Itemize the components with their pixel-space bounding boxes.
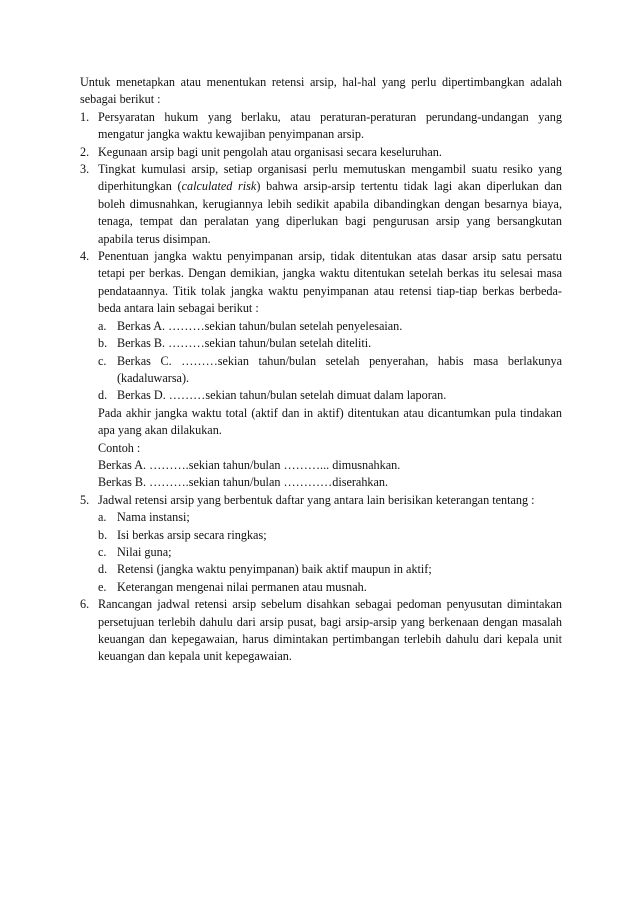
sub-list-item	[98, 579, 562, 596]
item-text: Kegunaan arsip bagi unit pengolah atau organisasi secara keseluruhan.	[98, 144, 442, 159]
sub-item-letter: c.	[98, 544, 107, 559]
item-text: Jadwal retensi arsip yang berbentuk daftar yang antara lain berisikan keterangan tentang :	[98, 492, 535, 507]
document-page	[80, 74, 562, 666]
item-text-start: Tingkat kumulasi arsip, setiap organisasi perlu memutuskan mengambil suatu resiko yang diperhitungkan (	[98, 162, 562, 194]
sub-item-letter: e.	[98, 579, 107, 594]
sub-list-item	[98, 353, 562, 388]
example-label: Contoh :	[98, 440, 141, 455]
sub-item-text: Berkas C. ………sekian tahun/bulan setelah penyerahan, habis masa berlakunya (kadaluwarsa).	[117, 353, 562, 385]
criteria-list	[80, 109, 562, 666]
item-number: 6.	[80, 597, 90, 612]
list-item	[80, 144, 562, 161]
item-note: Pada akhir jangka waktu total (aktif dan in aktif) ditentukan atau dicantumkan pula tindakan apa yang akan dilakukan.	[98, 405, 562, 438]
item-text: Persyaratan hukum yang berlaku, atau peraturan-peraturan perundang-undangan yang mengatur jangka waktu kewajiban penyimpanan arsip.	[98, 109, 562, 142]
sub-list	[98, 318, 562, 405]
sub-list-item	[98, 387, 562, 404]
sub-item-text: Isi berkas arsip secara ringkas;	[117, 527, 267, 542]
sub-item-letter: d.	[98, 388, 108, 403]
sub-item-text: Berkas B. ………sekian tahun/bulan setelah diteliti.	[117, 336, 372, 351]
list-item	[80, 109, 562, 144]
list-item	[80, 492, 562, 596]
sub-item-letter: b.	[98, 336, 108, 351]
item-text: Rancangan jadwal retensi arsip sebelum disahkan sebagai pedoman penyusutan dimintakan persetujuan terlebih dahulu dari arsip pusat, bagi arsip-arsip yang berkenaan dengan masalah keuangan dan kepegawaian, harus dimintakan pertimbangan terlebih dahulu dari kepala unit keuangan dan kepala unit kepegawaian.	[98, 597, 562, 664]
example-line: Berkas B. ……….sekian tahun/bulan …………diserahkan.	[98, 475, 389, 490]
sub-list-item	[98, 335, 562, 352]
sub-item-letter: d.	[98, 562, 108, 577]
sub-item-letter: b.	[98, 527, 108, 542]
item-number: 5.	[80, 492, 90, 507]
sub-item-text: Retensi (jangka waktu penyimpanan) baik aktif maupun in aktif;	[117, 562, 432, 577]
sub-list-item	[98, 561, 562, 578]
item-text-italic: calculated risk	[181, 179, 257, 194]
sub-item-text: Nilai guna;	[117, 544, 172, 559]
sub-list-item	[98, 318, 562, 335]
example-line: Berkas A. ……….sekian tahun/bulan ………... dimusnahkan.	[98, 457, 401, 472]
item-text-end: ) bahwa arsip-arsip tertentu tidak lagi akan diperlukan dan boleh dimusnahkan, kerugiannya lebih sedikit apabila dibandingkan dengan besarnya biaya, tenaga, tempat dan peralatan yang diperlukan bagi pengurusan arsip yang bersangkutan apabila terus disimpan.	[98, 179, 562, 246]
sub-list	[98, 509, 562, 596]
sub-list-item	[98, 527, 562, 544]
list-item	[80, 161, 562, 248]
sub-list-item	[98, 544, 562, 561]
list-item	[80, 596, 562, 666]
list-item	[80, 248, 562, 492]
sub-item-text: Berkas D. ………sekian tahun/bulan setelah dimuat dalam laporan.	[117, 388, 447, 403]
item-number: 4.	[80, 249, 90, 264]
sub-item-text: Berkas A. ………sekian tahun/bulan setelah penyelesaian.	[117, 318, 403, 333]
item-number: 2.	[80, 144, 90, 159]
item-number: 1.	[80, 109, 90, 124]
intro-paragraph: Untuk menetapkan atau menentukan retensi arsip, hal-hal yang perlu dipertimbangkan adalah sebagai berikut :	[80, 75, 562, 107]
item-text: Penentuan jangka waktu penyimpanan arsip, tidak ditentukan atas dasar arsip satu persatu tetapi per berkas. Dengan demikian, jangka waktu ditentukan setelah berkas itu selesai masa pendataannya. Titik tolak jangka waktu penyimpanan atau retensi tiap-tiap berkas berbeda-beda antara lain sebagai berikut :	[98, 249, 562, 316]
item-number: 3.	[80, 162, 90, 177]
sub-item-letter: a.	[98, 510, 107, 525]
sub-item-letter: c.	[98, 353, 107, 368]
sub-item-text: Keterangan mengenai nilai permanen atau musnah.	[117, 579, 367, 594]
sub-item-text: Nama instansi;	[117, 510, 190, 525]
sub-item-letter: a.	[98, 318, 107, 333]
sub-list-item	[98, 509, 562, 526]
